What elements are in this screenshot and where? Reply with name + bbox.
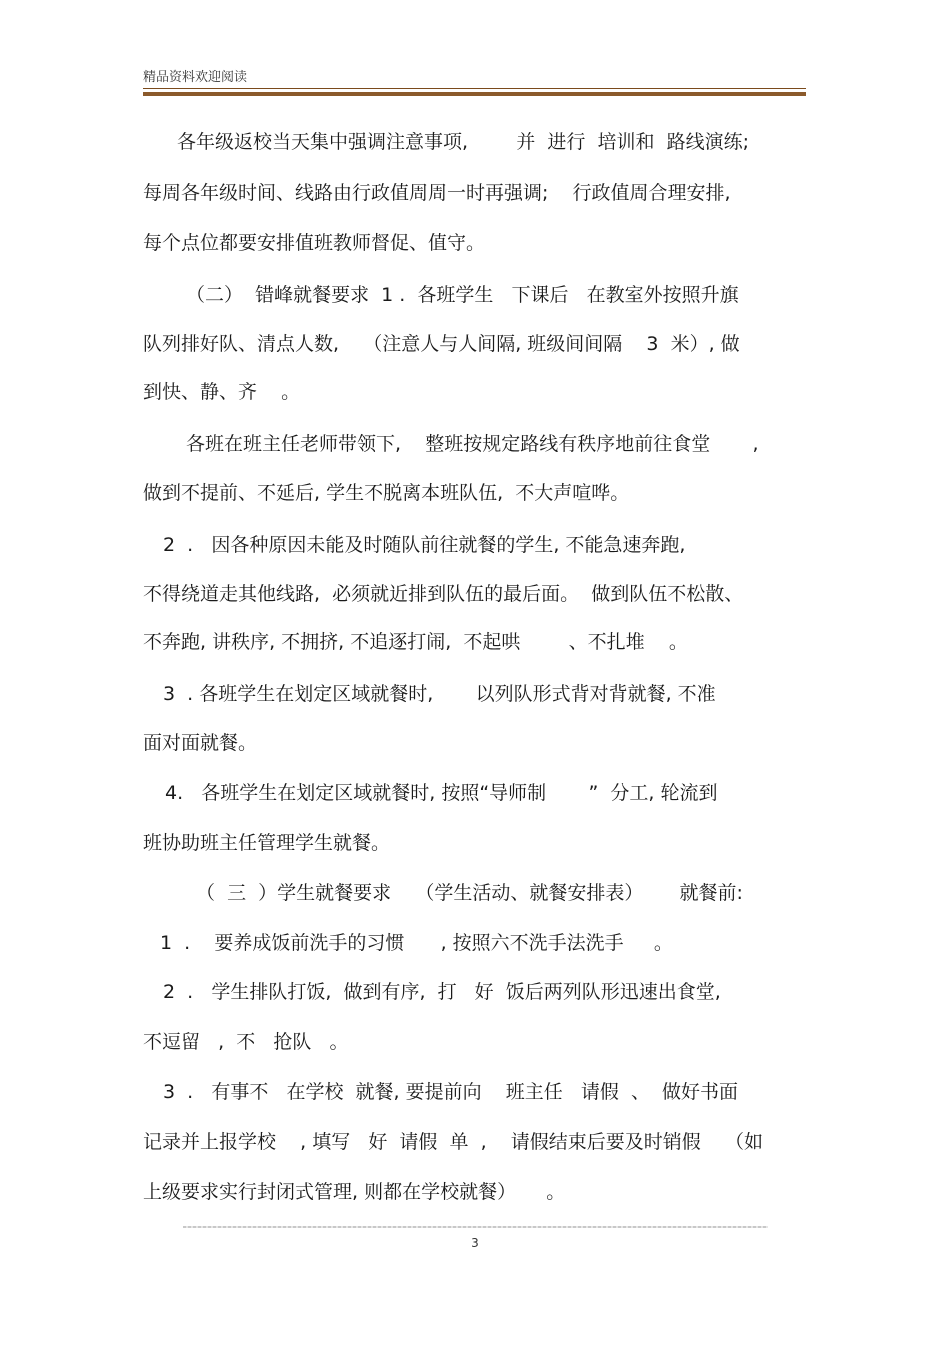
header-rule-thin — [143, 88, 806, 89]
footer-rule — [183, 1226, 768, 1228]
header-title: 精品资料欢迎阅读 — [143, 70, 248, 85]
body-line: 1 . 要养成饭前洗手的习惯 , 按照六不洗手法洗手 。 — [160, 932, 673, 954]
body-line: 班协助班主任管理学生就餐。 — [143, 832, 391, 854]
page-number: 3 — [471, 1236, 479, 1250]
header-rule-thick — [143, 92, 806, 96]
body-line: 3 . 各班学生在划定区域就餐时, 以列队形式背对背就餐, 不准 — [163, 683, 716, 705]
body-line: 面对面就餐。 — [143, 732, 258, 754]
body-line: 不得绕道走其他线路, 必须就近排到队伍的最后面。 做到队伍不松散、 — [143, 583, 744, 605]
body-line: 上级要求实行封闭式管理, 则都在学校就餐） 。 — [143, 1181, 566, 1203]
body-line: 3 . 有事不 在学校 就餐, 要提前向 班主任 请假 、 做好书面 — [163, 1081, 739, 1103]
body-line: 4. 各班学生在划定区域就餐时, 按照“导师制 ” 分工, 轮流到 — [165, 782, 718, 804]
body-line: 不奔跑, 讲秩序, 不拥挤, 不追逐打闹, 不起哄 、不扎堆 。 — [143, 631, 688, 653]
body-line: 记录并上报学校 , 填写 好 请假 单 , 请假结束后要及时销假 （如 — [143, 1131, 763, 1153]
body-line: 到快、静、齐 。 — [143, 381, 301, 403]
body-line: （二） 错峰就餐要求 1 . 各班学生 下课后 在教室外按照升旗 — [186, 284, 739, 306]
body-line: 每个点位都要安排值班教师督促、值守。 — [143, 232, 486, 254]
body-line: （ 三 ）学生就餐要求 （学生活动、就餐安排表） 就餐前: — [196, 882, 743, 904]
body-line: 每周各年级时间、线路由行政值周周一时再强调; 行政值周合理安排, — [143, 182, 731, 204]
body-line: 2 . 因各种原因未能及时随队前往就餐的学生, 不能急速奔跑, — [163, 534, 686, 556]
body-line: 各年级返校当天集中强调注意事项, 并 进行 培训和 路线演练; — [177, 131, 749, 153]
body-line: 各班在班主任老师带领下, 整班按规定路线有秩序地前往食堂 , — [186, 433, 759, 455]
body-line: 队列排好队、清点人数, （注意人与人间隔, 班级间间隔 3 米）, 做 — [143, 333, 740, 355]
body-line: 做到不提前、不延后, 学生不脱离本班队伍, 不大声喧哗。 — [143, 482, 630, 504]
body-line: 2 . 学生排队打饭, 做到有序, 打 好 饭后两列队形迅速出食堂, — [163, 981, 721, 1003]
body-line: 不逗留 , 不 抢队 。 — [143, 1031, 349, 1053]
